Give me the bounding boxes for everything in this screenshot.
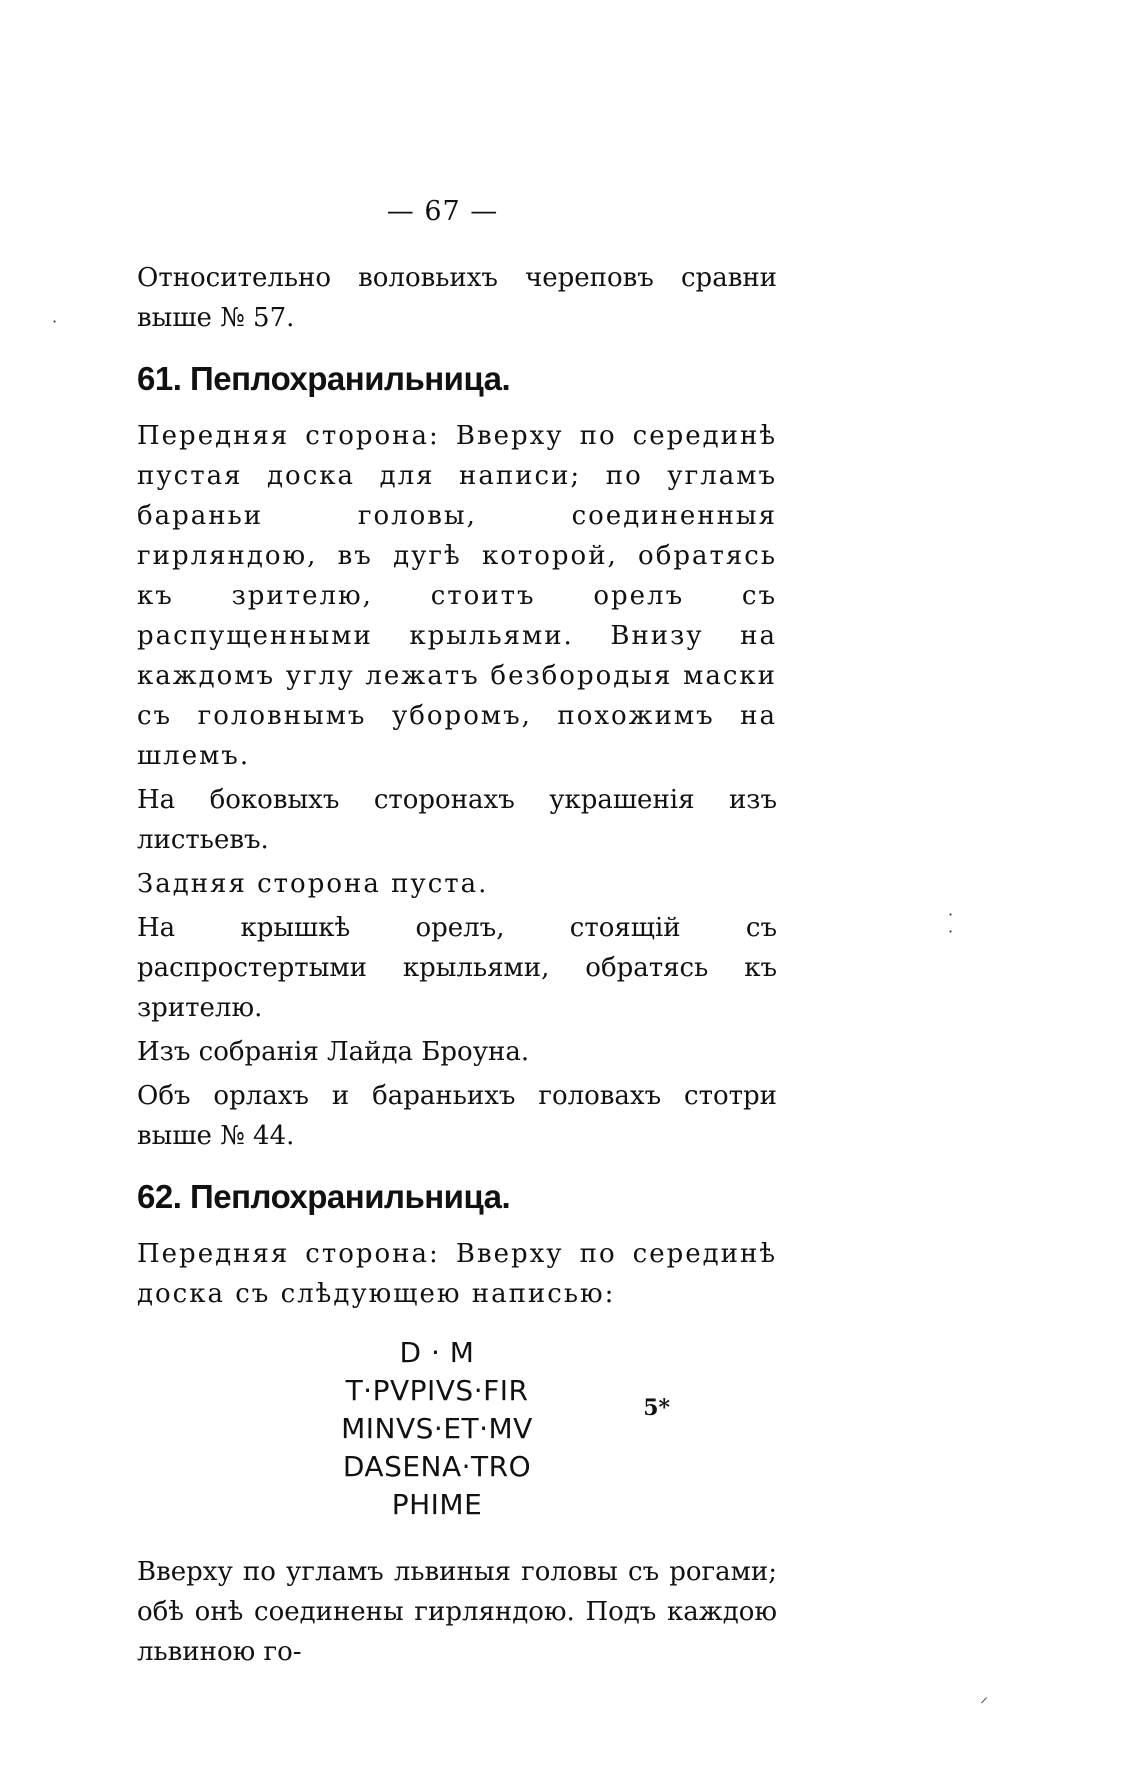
signature-mark: 5* [643,1395,670,1421]
text-column [137,258,777,1676]
paper-speck: · [948,905,954,924]
entry-61-heading: 61. Пеплохранильница. [137,360,511,397]
entry-61-paragraph: На боковыхъ сторонахъ украшенія изъ листьевъ. [137,785,777,855]
paper-speck: ⸝ [980,1687,989,1706]
entry-61-paragraph: Передняя сторона: Вверху по серединѣ пустая доска для написи; по угламъ бараньи головы, соединенныя гирляндою, въ дугѣ которой, обратясь къ зрителю, стоитъ орелъ съ распущенными крыльями. Внизу на каждомъ углу лежатъ безбородыя маски съ головнымъ уборомъ, похожимъ на шлемъ. [137,421,777,771]
entry-61-paragraph: Объ орлахъ и бараньихъ головахъ стотри выше № 44. [137,1081,777,1151]
entry-61-paragraph: Задняя сторона пуста. [137,869,489,899]
entry-61-paragraph: Изъ собранія Лайда Броуна. [137,1037,530,1067]
inscription-line: MINVS·ET·MV [341,1412,533,1445]
opening-paragraph: Относительно воловьихъ череповъ сравни выше № 57. [137,263,777,333]
inscription-line: PHIME [391,1488,483,1521]
entry-62-intro: Передняя сторона: Вверху по серединѣ доска съ слѣдующею написью: [137,1239,777,1309]
paper-speck: · [52,312,58,331]
entry-62-heading: 62. Пеплохранильница. [137,1178,511,1215]
entry-61-paragraph: На крышкѣ орелъ, стоящій съ распростертыми крыльями, обратясь къ зрителю. [137,913,777,1023]
inscription-line: T·PVPIVS·FIR [345,1374,529,1407]
inscription-line: DASENA·TRO [342,1450,532,1483]
page-number: — 67 — [386,196,499,227]
latin-inscription [137,1334,777,1524]
entry-62-closing: Вверху по угламъ львиныя головы съ рогами; обѣ онѣ соединены гирляндою. Подъ каждою львиною го- [137,1557,777,1667]
inscription-line: D · M [399,1336,475,1369]
paper-speck: · [948,922,954,941]
